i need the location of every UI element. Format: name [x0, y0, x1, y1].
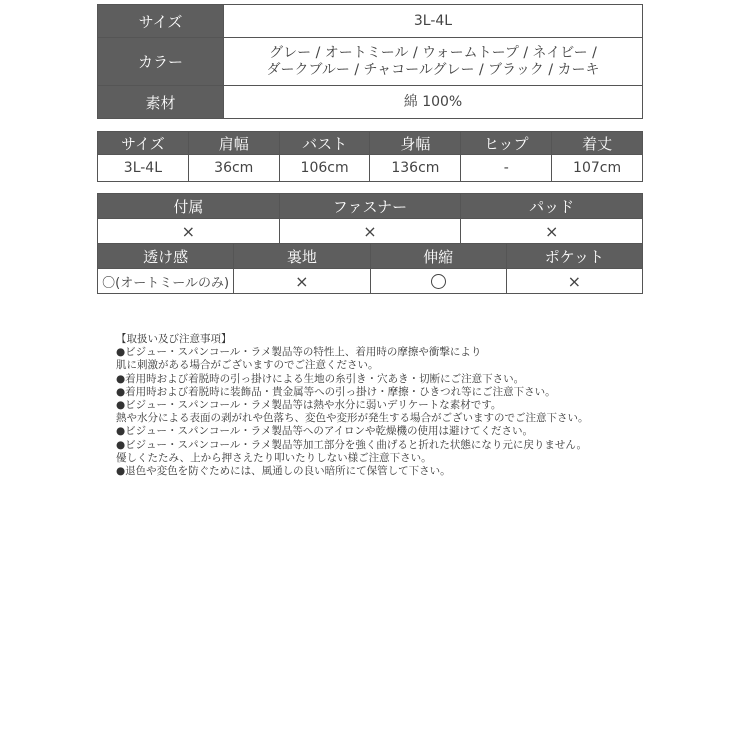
size-header: 身幅: [370, 132, 461, 155]
spec-row-material: [98, 86, 643, 119]
size-table: [97, 131, 643, 182]
spec-row-color: [98, 38, 643, 86]
note-line: ●ビジュー・スパンコール・ラメ製品等の特性上、着用時の摩擦や衝撃により: [116, 346, 482, 359]
feature-value: ×: [461, 219, 643, 244]
feature-header: 裏地: [234, 244, 370, 269]
spec-label-size: サイズ: [98, 5, 224, 38]
feature-table-2: [97, 243, 643, 294]
feature-value-row: [98, 269, 643, 294]
size-value: 107cm: [552, 155, 643, 182]
feature-header-row: [98, 244, 643, 269]
feature-table-1: [97, 193, 643, 244]
note-line: 肌に刺激がある場合がございますのでご注意ください。: [116, 359, 379, 372]
feature-header: ファスナー: [279, 194, 461, 219]
note-line: ●退色や変色を防ぐためには、風通しの良い暗所にて保管して下さい。: [116, 464, 451, 477]
size-value: 3L-4L: [98, 155, 189, 182]
feature-value: 〇(オートミールのみ): [98, 269, 234, 294]
color-line-2: ダークブルー / チャコールグレー / ブラック / カーキ: [266, 61, 600, 78]
note-line: ●着用時および着脱時に装飾品・貴金属等への引っ掛け・摩擦・ひきつれ等にご注意下さい。: [116, 385, 556, 398]
feature-header: 伸縮: [370, 244, 506, 269]
size-header-row: [98, 132, 643, 155]
size-value: -: [461, 155, 552, 182]
feature-header: 透け感: [98, 244, 234, 269]
feature-header: 付属: [98, 194, 280, 219]
circle-mark-icon: [431, 274, 446, 289]
feature-value-circle: [370, 269, 506, 294]
note-line: 優しくたたみ、上から押さえたり叩いたりしない様ご注意下さい。: [116, 451, 432, 464]
note-line: ●ビジュー・スパンコール・ラメ製品等へのアイロンや乾燥機の使用は避けてください。: [116, 425, 533, 438]
feature-value: ×: [506, 269, 642, 294]
size-header: 肩幅: [188, 132, 279, 155]
notes-heading: 【取扱い及び注意事項】: [116, 333, 232, 345]
size-value: 36cm: [188, 155, 279, 182]
note-line: ●ビジュー・スパンコール・ラメ製品等加工部分を強く曲げると折れた状態になり元に戻りません。: [116, 438, 588, 451]
spec-value-size: 3L-4L: [224, 5, 643, 38]
feature-header: パッド: [461, 194, 643, 219]
feature-value: ×: [279, 219, 461, 244]
size-header: サイズ: [98, 132, 189, 155]
feature-value: ×: [234, 269, 370, 294]
note-line: ●着用時および着脱時の引っ掛けによる生地の糸引き・穴あき・切断にご注意下さい。: [116, 372, 525, 385]
spec-label-color: カラー: [98, 38, 224, 86]
feature-value-row: [98, 219, 643, 244]
spec-table: [97, 4, 643, 119]
care-notes: [116, 333, 636, 478]
color-line-1: グレー / オートミール / ウォームトープ / ネイビー /: [269, 44, 597, 61]
spec-row-size: [98, 5, 643, 38]
note-line: 熱や水分による表面の剥がれや色落ち、変色や変形が発生する場合がございますのでご注意下さい。: [116, 412, 589, 425]
size-header: バスト: [279, 132, 370, 155]
size-header: 着丈: [552, 132, 643, 155]
note-line: ●ビジュー・スパンコール・ラメ製品等は熱や水分に弱いデリケートな素材です。: [116, 398, 502, 411]
spec-value-material: 綿 100%: [224, 86, 643, 119]
size-value-row: [98, 155, 643, 182]
spec-value-color: [224, 38, 643, 86]
feature-header-row: [98, 194, 643, 219]
spec-label-material: 素材: [98, 86, 224, 119]
size-value: 106cm: [279, 155, 370, 182]
size-header: ヒップ: [461, 132, 552, 155]
size-value: 136cm: [370, 155, 461, 182]
feature-value: ×: [98, 219, 280, 244]
feature-header: ポケット: [506, 244, 642, 269]
